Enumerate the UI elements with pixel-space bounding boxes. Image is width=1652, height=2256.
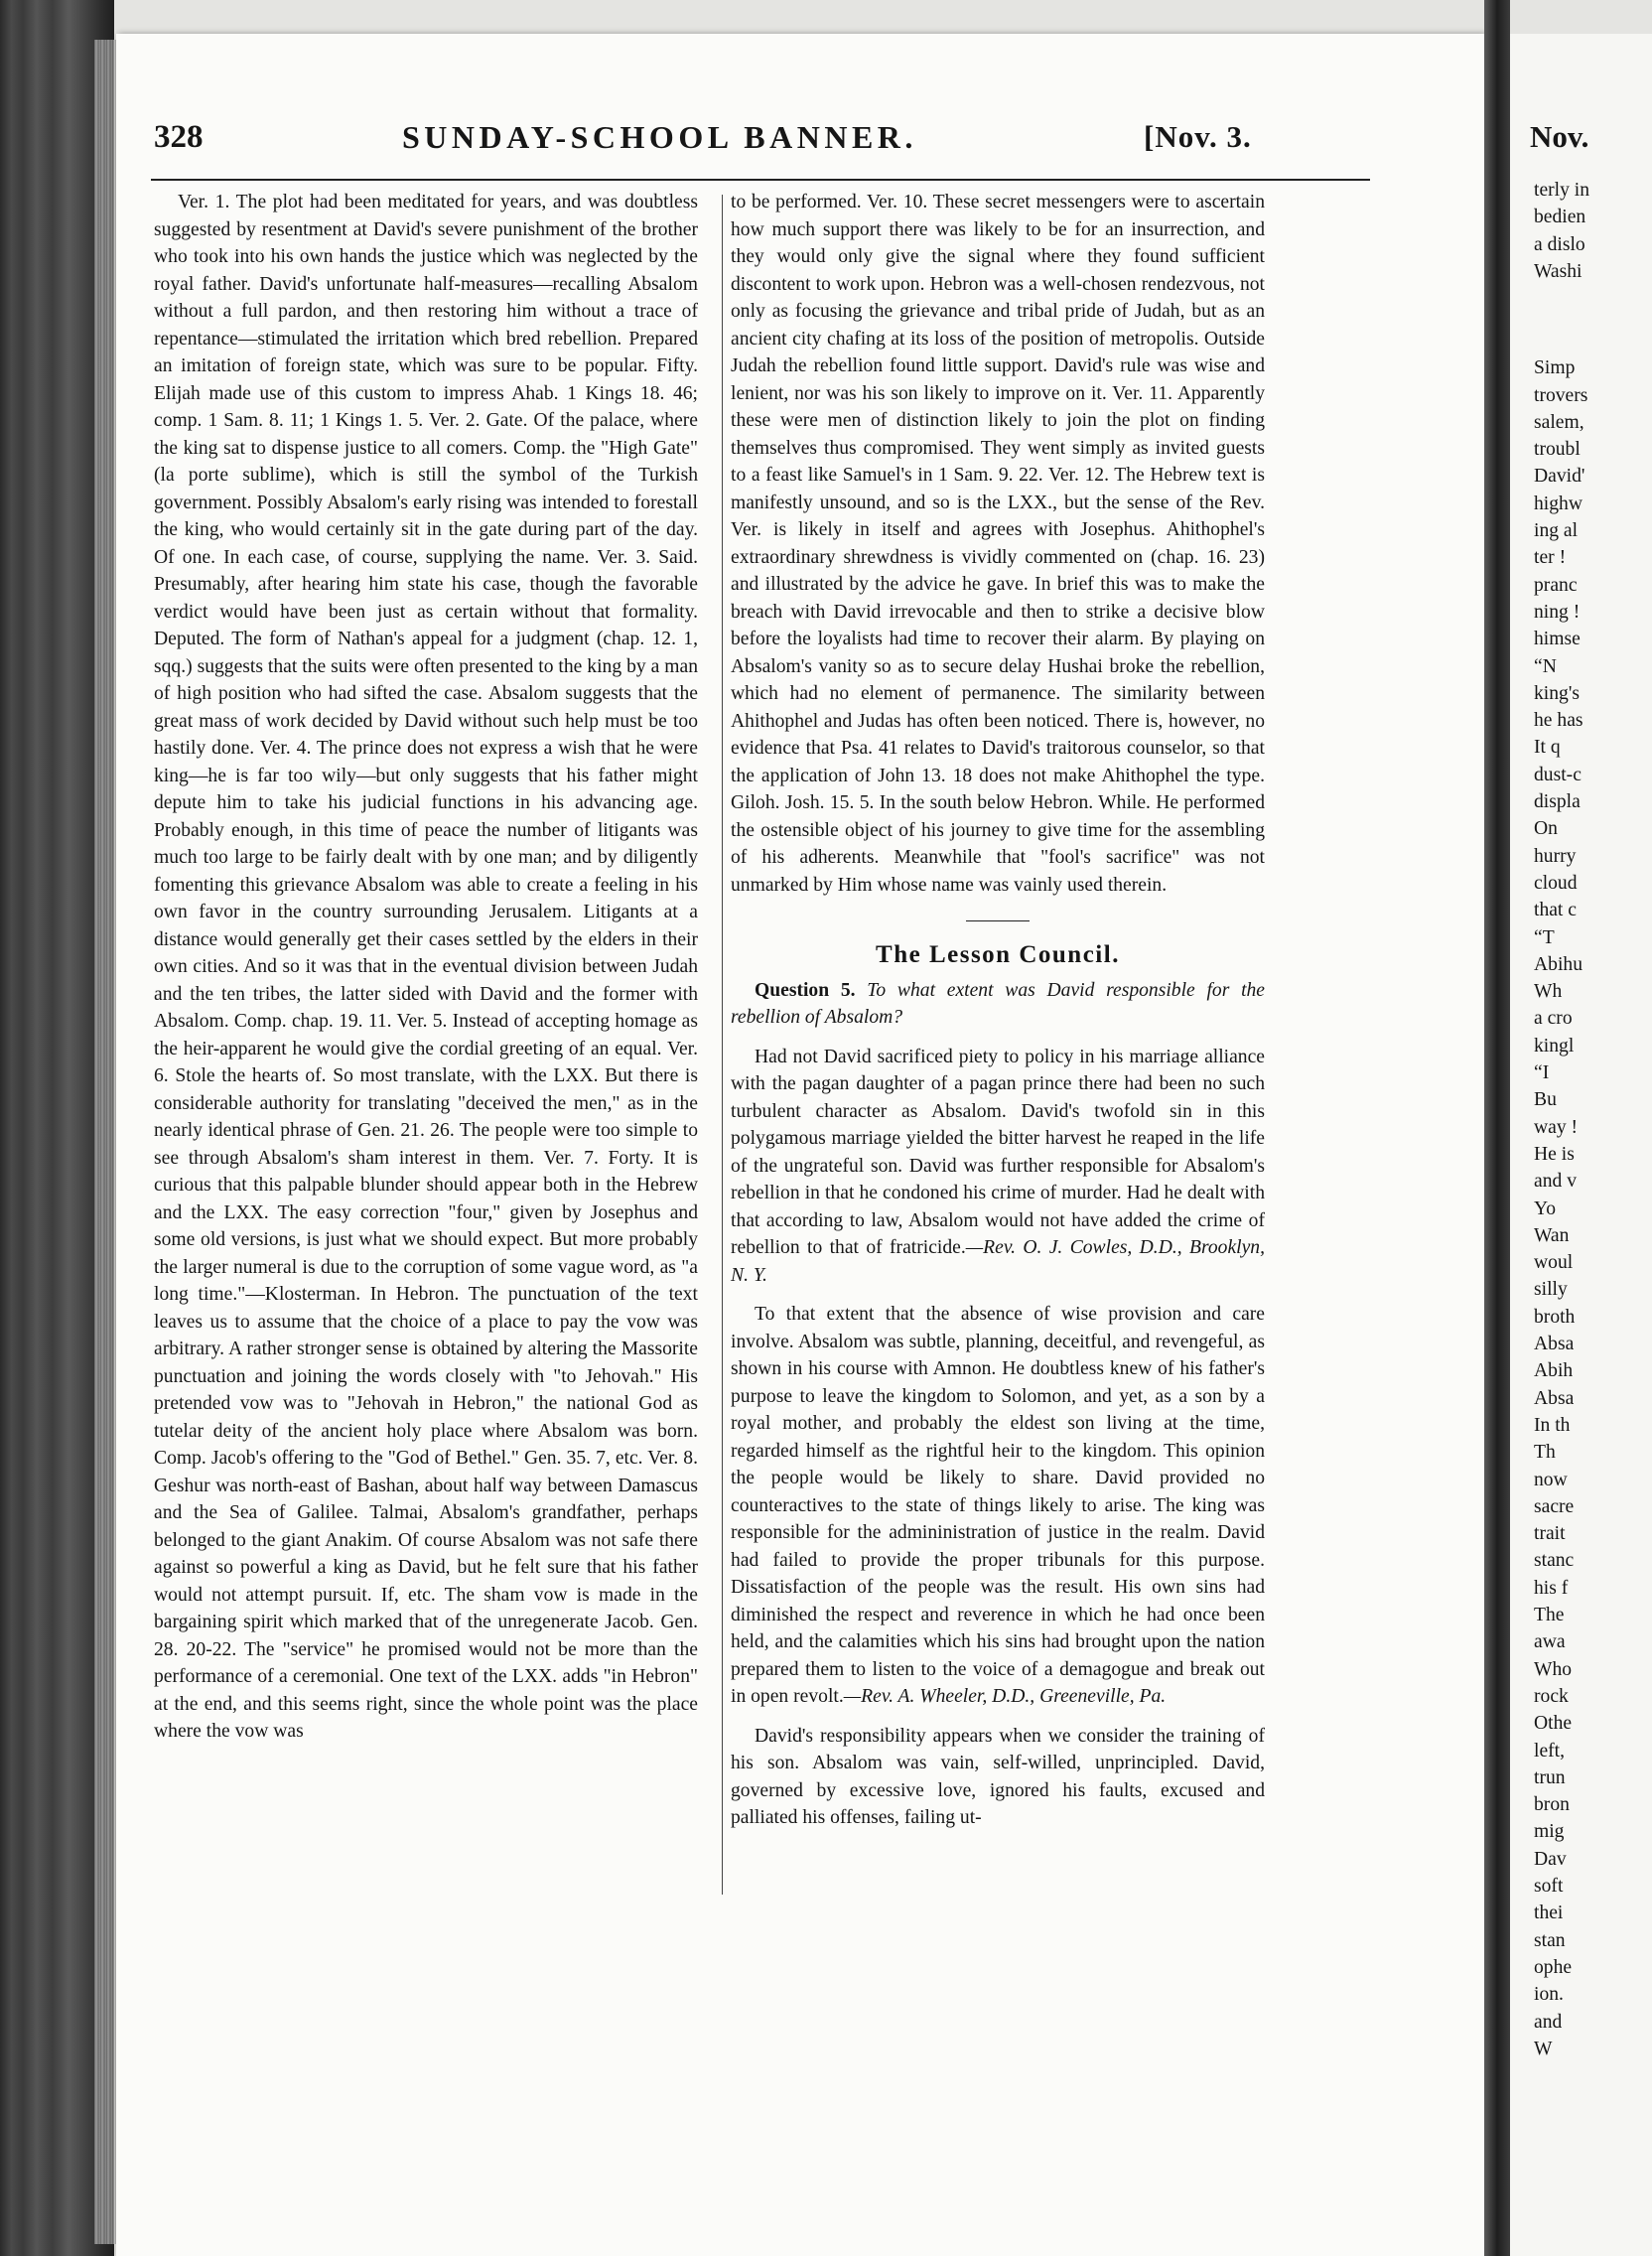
page-leaf-edges (94, 40, 116, 2244)
next-page-fragment: The (1534, 1605, 1565, 1625)
next-page-fragment: way ! (1534, 1116, 1579, 1138)
issue-date: [Nov. 3. (1144, 119, 1252, 154)
answer-text: Had not David sacrificed piety to policy in his marriage alliance with the pagan daughter of a pagan prince there had been no such turbulent character as Absalom. David's twofold sin in this polygamous marriage yielded the bitter harvest he reaped in the life of the ungrateful son. David was further responsible for Absalom's rebellion in that he condoned his crime of murder. Had he dealt with that according to law, Absalom would not have added the crime of rebellion to that of fratricide. (731, 1046, 1265, 1258)
next-page-fragment: Absa (1534, 1387, 1575, 1409)
header-rule (151, 179, 1370, 181)
left-column (154, 189, 698, 1746)
next-page-fragment: ter ! (1534, 547, 1567, 569)
next-page-fragment: David' (1534, 466, 1585, 488)
next-page-fragment: Th (1534, 1442, 1556, 1464)
next-page-fragment: He is (1534, 1143, 1575, 1165)
next-page-fragment: mig (1534, 1821, 1565, 1843)
next-page-fragment: salem, (1534, 411, 1584, 433)
answer-paragraph (731, 1301, 1265, 1711)
next-page-fragment: bron (1534, 1794, 1570, 1816)
next-page-fragment: silly (1534, 1279, 1568, 1301)
next-page-fragment: “I (1534, 1062, 1550, 1083)
next-page-fragment: awa (1534, 1631, 1566, 1653)
next-page-fragment: and (1534, 2011, 1563, 2033)
next-page-fragment: thei (1534, 1903, 1564, 1924)
next-page-fragment: Abihu (1534, 953, 1583, 975)
next-page-fragment: hurry (1534, 845, 1577, 867)
question (731, 977, 1265, 1032)
next-page-fragment: woul (1534, 1252, 1574, 1274)
question-label: Question 5. (755, 979, 856, 1001)
next-page-fragment: bedien (1534, 207, 1586, 228)
next-page-fragment: a cro (1534, 1008, 1573, 1030)
next-page-fragment: Washi (1534, 260, 1583, 282)
page-number: 328 (154, 119, 204, 155)
next-page-fragment: stanc (1534, 1550, 1575, 1572)
notes-continuation: to be performed. Ver. 10. These secret messengers were to ascertain how much support there was likely to be for an insurrection, and they would only give the signal where they found sufficient discontent to work upon. Hebron was a well-chosen rendezvous, not only as focusing the grievance and tribal pride of Judah, but as an ancient city chafing at its loss of the position of metropolis. Outside Judah the rebellion found little support. David's rule was wise and lenient, nor was his son likely to improve on it. Ver. 11. Apparently these were men of distinction likely to join the plot on finding themselves thus compromised. They went simply as invited guests to a feast like Samuel's in 1 Sam. 9. 22. Ver. 12. The Hebrew text is manifestly unsound, and so is the LXX., but the sense of the Rev. Ver. is likely in itself and agrees with Josephus. Ahithophel's extraordinary shrewdness is vividly commented on (chap. 16. 23) and illustrated by the advice he gave. In brief this was to make the breach with David irrevocable and then to strike a decisive blow before the loyalists had time to recover their alarm. By playing on Absalom's vanity so as to secure delay Hushai broke the rebellion, which had no element of permanence. The similarity between Ahithophel and Judas has often been noticed. There is, however, no evidence that Psa. 41 relates to David's traitorous counselor, so that the application of John 13. 18 does not make Ahithophel the type. Giloh. Josh. 15. 5. In the south below Hebron. While. He performed the ostensible object of his journey to give time for the assembling of his adherents. Meanwhile that "fool's sacrifice" was not unmarked by Him whose name was vainly used therein. (731, 192, 1265, 896)
section-separator (966, 920, 1030, 921)
next-page-fragment: king's (1534, 682, 1580, 704)
answer-text: To that extent that the absence of wise provision and care involve. Absalom was subtle, planning, deceitful, and revengeful, as shown in his course with Amnon. He doubtless knew of his father's purpose to leave the kingdom to Solomon, and yet, as a son by a royal mother, and probably the eldest son living at the time, regarded himself as the rightful heir to the kingdom. This opinion the people would be likely to share. David provided no counteractives to the state of things likely to arise. The king was responsible for the admininistration of justice in the realm. David had failed to provide the proper tribunals for this purpose. Dissatisfaction of the people was the result. His own sins had diminished the respect and reverence in which he had once been held, and the calamities which his sins had brought upon the nation prepared them to listen to the voice of a demagogue and break out in open revolt. (731, 1304, 1265, 1707)
next-page-fragment: Yo (1534, 1198, 1556, 1219)
next-page-fragment: and v (1534, 1171, 1577, 1193)
next-page-fragment: It q (1534, 737, 1561, 759)
next-page-fragment: Dav (1534, 1848, 1567, 1870)
next-page-fragment: Othe (1534, 1713, 1573, 1735)
next-page-fragment: On (1534, 818, 1558, 840)
next-page-fragment: that c (1534, 900, 1577, 921)
journal-title: SUNDAY-SCHOOL BANNER. (402, 119, 917, 155)
right-column (731, 189, 1265, 1832)
next-page-fragment: “N (1534, 655, 1557, 677)
next-page-fragment: “T (1534, 926, 1555, 948)
next-page-fragment: trovers (1534, 384, 1588, 406)
next-page-fragment: cloud (1534, 872, 1578, 894)
next-page-fragment: now (1534, 1469, 1568, 1490)
next-page-fragment: his f (1534, 1577, 1569, 1599)
next-page-fragment: ning ! (1534, 601, 1581, 623)
section-heading: The Lesson Council. (876, 941, 1120, 968)
next-page-fragment: a dislo (1534, 233, 1585, 255)
next-page-fragment: pranc (1534, 574, 1578, 596)
next-page-header: Nov. (1530, 119, 1589, 154)
next-page-fragment: stan (1534, 1929, 1566, 1951)
next-page-fragment: Simp (1534, 357, 1576, 379)
next-page-fragment: himse (1534, 629, 1581, 650)
next-page-fragment: rock (1534, 1685, 1569, 1707)
next-page-fragment: broth (1534, 1306, 1576, 1328)
next-page-fragment: ion. (1534, 1984, 1564, 2006)
next-page-fragment: Wan (1534, 1224, 1570, 1246)
next-page-fragment: terly in (1534, 180, 1590, 201)
next-page-fragment: he has (1534, 710, 1583, 732)
next-page-fragment: soft (1534, 1876, 1564, 1897)
next-page-fragment: dust-c (1534, 764, 1582, 785)
next-page-fragment: kingl (1534, 1035, 1575, 1057)
next-page-fragment: ing al (1534, 520, 1579, 541)
book-gutter (1484, 0, 1510, 2256)
next-page-fragment: Abih (1534, 1360, 1574, 1382)
next-page-fragment: troubl (1534, 439, 1581, 461)
next-page-edge (1510, 34, 1652, 2256)
next-page-fragment: Who (1534, 1658, 1573, 1680)
next-page-fragment: displa (1534, 791, 1581, 812)
answer-credit: —Rev. A. Wheeler, D.D., Greeneville, Pa. (843, 1686, 1167, 1707)
next-page-fragment: sacre (1534, 1495, 1575, 1517)
column-divider (722, 195, 723, 1895)
next-page-fragment: left, (1534, 1740, 1566, 1762)
next-page-fragment: ophe (1534, 1956, 1573, 1978)
answer-paragraph (731, 1723, 1265, 1832)
next-page-fragment: trait (1534, 1523, 1566, 1545)
next-page-fragment: In th (1534, 1414, 1571, 1436)
answer-text: David's responsibility appears when we consider the training of his son. Absalom was vain, self-willed, unprincipled. David, governed by excessive love, ignored his faults, excused and palliated his offenses, failing ut- (731, 1725, 1265, 1828)
notes-paragraph: Ver. 1. The plot had been meditated for years, and was doubtless suggested by resentment at David's severe punishment of the brother who took into his own hands the justice which was neglected by the royal father. David's unfortunate half-measures—recalling Absalom without a full pardon, and then restoring him without a trace of repentance—stimulated the irritation which bred rebellion. Prepared an imitation of foreign state, which was sure to be popular. Fifty. Elijah made use of this custom to impress Ahab. 1 Kings 18. 46; comp. 1 Sam. 8. 11; 1 Kings 1. 5. Ver. 2. Gate. Of the palace, where the king sat to dispense justice to all comers. Comp. the "High Gate" (la porte sublime), which is still the symbol of the Turkish government. Possibly Absalom's early rising was intended to forestall the king, who would certainly sit in the gate during part of the day. Of one. In each case, of course, supplying the name. Ver. 3. Said. Presumably, after hearing him state his case, though the favorable verdict would have been just as certain without that formality. Deputed. The form of Nathan's appeal for a judgment (chap. 12. 1, sqq.) suggests that the suits were often presented to the king by a man of high position who had sifted the case. Absalom suggests that the great mass of work decided by David without such help must be too hastily done. Ver. 4. The prince does not express a wish that he were king—he is far too wily—but only suggests that his father might depute him to take his judicial functions in his advancing age. Probably enough, in this time of peace the number of litigants was much too large to be fairly dealt with by one man; and by diligently fomenting this grievance Absalom was able to create a feeling in his own favor in the country surrounding Jerusalem. Litigants at a distance would generally get their cases settled by the elders in their own cities. And so it was that in the eventual division between Judah and the ten tribes, the latter sided with David and the former with Absalom. Comp. chap. 19. 11. Ver. 5. Instead of accepting homage as the heir-apparent he would give the cordial greeting of an equal. Ver. 6. Stole the hearts of. So most translate, with the LXX. But there is considerable authority for translating "deceived the men," as in the nearly identical phrase of Gen. 21. 26. The people were too simple to see through Absalom's sham interest in them. Ver. 7. Forty. It is curious that this palpable blunder should appear both in the Hebrew and the LXX. The easy correction "four," given by Josephus and some old versions, is just what we should expect. But more probably the larger numeral is due to the corruption of some vague word, as "a long time."—Klosterman. In Hebron. The punctuation of the text leaves us to assume that the choice of a place to pay the vow was arbitrary. A rather stronger sense is obtained by altering the Massorite punctuation and joining the words closely with "to Jehovah." His pretended vow was to "Jehovah in Hebron," the national God as tutelar deity of the ancient holy place where Absalom was born. Comp. Jacob's offering to the "God of Bethel." Gen. 35. 7, etc. Ver. 8. Geshur was north-east of Bashan, about half way between Damascus and the Sea of Galilee. Talmai, Absalom's grandfather, perhaps belonged to the giant Anakim. Of course Absalom was not safe there against so powerful a king as David, but he felt sure that his father would not attempt pursuit. If, etc. The sham vow is made in the bargaining spirit which marked that of the unregenerate Jacob. Gen. 28. 20-22. The "service" he promised would not be more than the performance of a ceremonial. One text of the LXX. adds "in Hebron" at the end, and this seems right, since the whole point was the place where the vow was (154, 192, 698, 1742)
answer-credit: —Rev. O. J. Cowles, D.D., Brooklyn, N. Y. (731, 1237, 1266, 1286)
next-page-fragment: W (1534, 2038, 1553, 2059)
answer-paragraph (731, 1044, 1265, 1290)
next-page-fragment: Bu (1534, 1089, 1557, 1111)
question-text: To what extent was David responsible for the rebellion of Absalom? (731, 979, 1266, 1028)
next-page-fragment: trun (1534, 1766, 1566, 1788)
next-page-fragment: Absa (1534, 1334, 1575, 1354)
next-page-fragment: highw (1534, 493, 1583, 514)
next-page-fragment: Wh (1534, 981, 1563, 1003)
